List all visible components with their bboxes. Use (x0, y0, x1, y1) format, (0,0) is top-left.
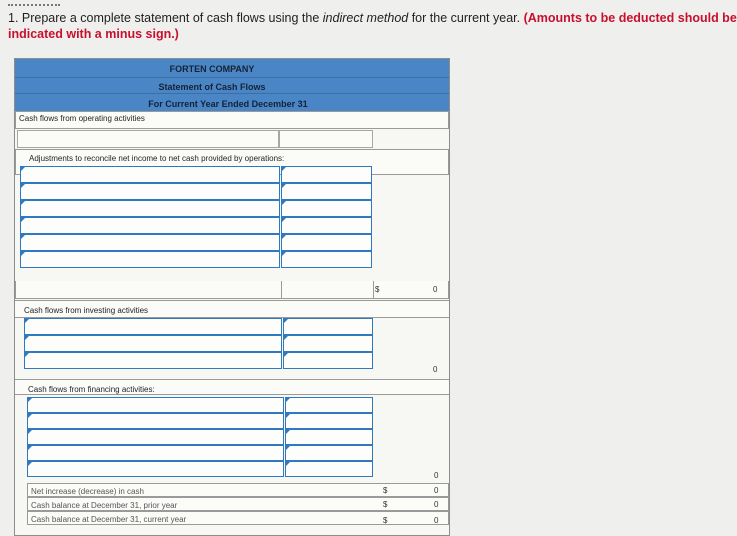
financing-total-value: 0 (434, 471, 439, 480)
investing-label-input-2[interactable] (24, 335, 282, 352)
column-divider (281, 281, 282, 299)
net-income-label-field[interactable] (17, 130, 279, 148)
net-income-amount-field[interactable] (279, 130, 373, 148)
adjustment-label-input-1[interactable] (20, 166, 280, 183)
adjustment-label-input-2[interactable] (20, 183, 280, 200)
net-change-label: Net increase (decrease) in cash (27, 483, 449, 497)
adjustments-label: Adjustments to reconcile net income to net cash provided by operations: (15, 149, 449, 165)
financing-amount-input-2[interactable] (285, 413, 373, 429)
operating-total-value: 0 (433, 285, 438, 294)
adjustment-label-input-6[interactable] (20, 251, 280, 268)
adjustment-label-input-4[interactable] (20, 217, 280, 234)
currency-symbol: $ (383, 486, 388, 495)
investing-label-input-1[interactable] (24, 318, 282, 335)
instruction-text-2: for the current year. (408, 11, 524, 25)
financing-label-input-3[interactable] (27, 429, 284, 445)
cash-flow-worksheet (14, 58, 450, 536)
adjustment-amount-input-3[interactable] (281, 200, 372, 217)
statement-period: For Current Year Ended December 31 (15, 93, 449, 112)
investing-amount-input-1[interactable] (283, 318, 373, 335)
statement-title: Statement of Cash Flows (15, 77, 449, 94)
investing-label-input-3[interactable] (24, 352, 282, 369)
adjustment-amount-input-6[interactable] (281, 251, 372, 268)
top-divider (8, 4, 60, 6)
operating-total-row (15, 281, 449, 299)
financing-amount-input-5[interactable] (285, 461, 373, 477)
adjustment-amount-input-2[interactable] (281, 183, 372, 200)
currency-symbol: $ (383, 516, 388, 525)
currency-symbol: $ (375, 285, 380, 294)
instructions (8, 10, 737, 42)
financing-label-input-5[interactable] (27, 461, 284, 477)
currency-symbol: $ (383, 500, 388, 509)
investing-section-label: Cash flows from investing activities (15, 300, 449, 318)
beginning-cash-label: Cash balance at December 31, prior year (27, 497, 449, 511)
operating-section-label: Cash flows from operating activities (15, 111, 449, 129)
instruction-method: indirect method (322, 11, 409, 25)
instruction-note: (Amounts to be deducted should be (523, 11, 737, 25)
net-change-value: 0 (434, 486, 439, 495)
ending-cash-label: Cash balance at December 31, current year (27, 511, 449, 525)
financing-label-input-4[interactable] (27, 445, 284, 461)
investing-amount-input-2[interactable] (283, 335, 373, 352)
financing-section-label: Cash flows from financing activities: (15, 379, 449, 395)
financing-amount-input-3[interactable] (285, 429, 373, 445)
adjustment-amount-input-5[interactable] (281, 234, 372, 251)
adjustment-amount-input-1[interactable] (281, 166, 372, 183)
adjustment-label-input-3[interactable] (20, 200, 280, 217)
adjustment-label-input-5[interactable] (20, 234, 280, 251)
financing-amount-input-4[interactable] (285, 445, 373, 461)
column-divider (373, 281, 374, 299)
instruction-note-2: indicated with a minus sign.) (8, 27, 179, 41)
investing-amount-input-3[interactable] (283, 352, 373, 369)
company-name: FORTEN COMPANY (15, 59, 449, 77)
financing-label-input-2[interactable] (27, 413, 284, 429)
investing-total-value: 0 (433, 365, 438, 374)
beginning-cash-value: 0 (434, 500, 439, 509)
instruction-text: 1. Prepare a complete statement of cash flows using the (8, 11, 323, 25)
financing-label-input-1[interactable] (27, 397, 284, 413)
adjustment-amount-input-4[interactable] (281, 217, 372, 234)
financing-amount-input-1[interactable] (285, 397, 373, 413)
ending-cash-value: 0 (434, 516, 439, 525)
